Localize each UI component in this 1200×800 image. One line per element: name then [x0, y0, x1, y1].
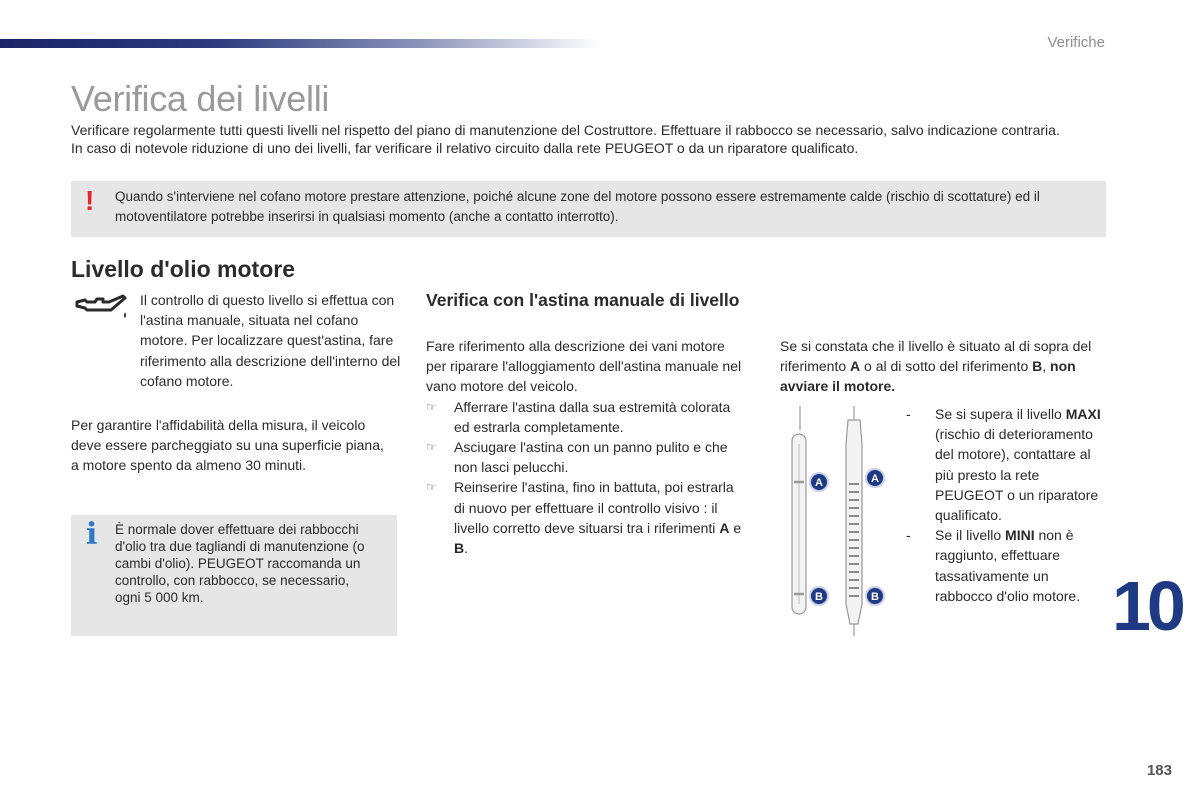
dipstick-right — [846, 406, 862, 636]
measurement-conditions-text: Per garantire l'affidabilità della misura, il veicolo deve essere parcheggiato su una superficie piana, a motore spento da almeno 30 minuti. — [71, 417, 384, 474]
chapter-number: 10 — [1112, 567, 1182, 645]
intro-paragraph-1: Verificare regolarmente tutti questi livelli nel rispetto del piano di manutenzione del Costruttore. Effettuare il rabbocco se necessario, salvo indicazione contraria. — [71, 122, 1060, 138]
maxi-label: MAXI — [1065, 406, 1101, 422]
dipstick-right-hatching — [849, 484, 859, 596]
dipstick-heading: Verifica con l'astina manuale di livello — [426, 290, 740, 310]
oil-can-icon — [73, 292, 129, 322]
step-item — [426, 477, 746, 558]
level-text-3: , — [1042, 358, 1047, 375]
level-text-2: o al di sotto del riferimento — [860, 358, 1033, 375]
warning-box — [71, 181, 1106, 237]
info-text: È normale dover effettuare dei rabbocchi d'olio tra due tagliandi di manutenzione (o cambi d'olio). PEUGEOT raccomanda un controllo, con rabbocco, se necessario, ogni 5 000 km. — [115, 522, 365, 605]
marker-b-ref: B — [1032, 358, 1043, 375]
condition-text: Se si supera il livello — [935, 406, 1066, 422]
step-item — [426, 397, 746, 437]
level-check-text — [780, 336, 1105, 397]
marker-a-label: A — [815, 477, 823, 489]
pointing-hand-icon: ☞ — [426, 440, 437, 455]
condition-text: (rischio di deterioramento del motore), contattare al più presto la rete PEUGEOT o un riparatore qualificato. — [935, 426, 1099, 524]
dipstick-diagram — [778, 404, 898, 638]
intro-text — [71, 122, 1111, 157]
step-text-and: e — [729, 519, 742, 536]
step-text-end: . — [464, 540, 469, 557]
marker-b-ref: B — [454, 540, 465, 557]
marker-b-label: B — [871, 591, 879, 603]
info-icon: i — [86, 517, 98, 552]
dipstick-intro: Fare riferimento alla descrizione dei vani motore per riparare l'alloggiamento dell'astina manuale nel vano motore del veicolo. — [426, 338, 742, 395]
marker-b-right — [866, 587, 884, 605]
condition-text: non è raggiunto, effettuare tassativamente un rabbocco d'olio motore. — [935, 527, 1081, 604]
step-item — [426, 437, 746, 477]
marker-a-right — [866, 469, 884, 487]
mini-label: MINI — [1005, 527, 1035, 544]
marker-b-left — [810, 587, 828, 605]
step-text: Reinserire l'astina, fino in battuta, poi estrarla di nuovo per effettuare il controllo visivo : il livello corretto deve situarsi tra i riferimenti — [454, 479, 734, 536]
list-dash: - — [906, 406, 911, 422]
info-box — [71, 515, 397, 636]
level-conditions — [906, 404, 1106, 606]
dipstick-left — [792, 406, 806, 614]
condition-mini — [906, 525, 1106, 606]
level-text-1: Se si constata che il livello è situato al di sopra del riferimento — [780, 338, 1092, 375]
page-title: Verifica dei livelli — [71, 78, 330, 119]
marker-a-ref: A — [850, 358, 861, 375]
marker-b-label: B — [815, 591, 823, 603]
marker-a-ref: A — [719, 519, 730, 536]
oil-level-heading: Livello d'olio motore — [71, 256, 295, 282]
marker-a-label: A — [871, 473, 879, 485]
pointing-hand-icon: ☞ — [426, 399, 437, 414]
step-text: Afferrare l'astina dalla sua estremità colorata ed estrarla completamente. — [454, 398, 731, 435]
header-color-bar — [0, 39, 600, 48]
warning-icon: ! — [85, 185, 95, 216]
intro-paragraph-2: In caso di notevole riduzione di uno dei livelli, far verificare il relativo circuito dalla rete PEUGEOT o da un riparatore qualificato. — [71, 139, 859, 156]
pointing-hand-icon: ☞ — [426, 480, 437, 495]
step-text: Asciugare l'astina con un panno pulito e che non lasci pelucchi. — [454, 439, 728, 476]
page-number: 183 — [1146, 762, 1172, 779]
condition-text: Se il livello — [935, 527, 1006, 544]
do-not-start-warning: non avviare il motore. — [780, 358, 1076, 395]
section-title: Verifiche — [1047, 34, 1105, 51]
level-check-paragraph — [780, 336, 1105, 397]
oil-level-text: Il controllo di questo livello si effettua con l'astina manuale, situata nel cofano motore. Per localizzare quest'astina, fare riferimento alla descrizione dell'interno del cofano motore. — [140, 292, 401, 389]
condition-maxi — [906, 404, 1106, 525]
warning-text: Quando s'interviene nel cofano motore prestare attenzione, poiché alcune zone del motore possono essere estremamente calde (rischio di scottature) ed il motoventilatore potrebbe inserirsi in qualsiasi momento (anche a contatto interrotto). — [115, 189, 1040, 224]
marker-a-left — [810, 473, 828, 491]
dipstick-instructions — [426, 336, 746, 558]
list-dash: - — [906, 527, 911, 544]
dipstick-steps — [426, 397, 746, 559]
